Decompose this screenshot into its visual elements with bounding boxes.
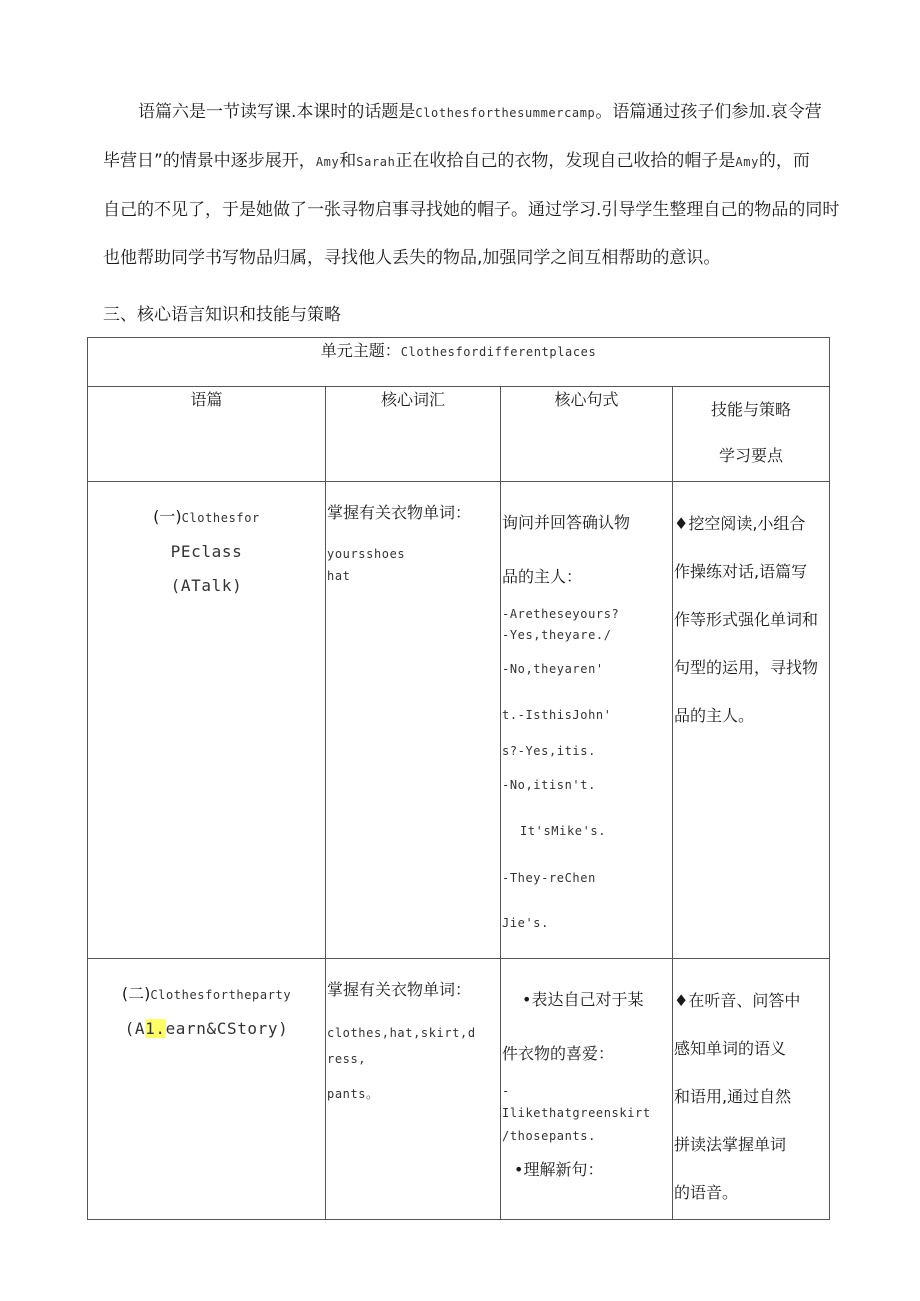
lesson-title: PEclass (170, 542, 243, 561)
sentence-item: -Aretheseyours? (502, 607, 620, 621)
lesson-title-cell (88, 959, 326, 1220)
intro-text: 语篇六是一节读写课.本课时的话题是 (138, 102, 416, 122)
header-text: 语篇 (88, 387, 326, 482)
core-language-table (87, 337, 830, 1220)
header-skills-line2: 学习要点 (719, 446, 784, 465)
intro-paragraph (103, 88, 840, 282)
table-row (88, 482, 830, 959)
sentence-item: -They-reChen (502, 871, 596, 885)
skill-line: 拼读法掌握单词 (674, 1135, 787, 1154)
intro-text: 正在收拾自己的衣物，发现自己收拾的帽子是 (395, 151, 736, 171)
sentence-item: /thosepants. (502, 1129, 596, 1143)
unit-theme-value: Clothesfordifferentplaces (400, 345, 597, 359)
lesson-number: (一) (153, 507, 182, 526)
unit-theme-cell (88, 338, 830, 387)
skill-line: 作操练对话,语篇写 (674, 562, 808, 581)
intro-line-2 (103, 137, 833, 186)
lesson-part: (A (124, 1019, 146, 1038)
skill-line: 和语用,通过自然 (674, 1087, 792, 1106)
vocab-cell (326, 482, 501, 959)
vocab-intro: 掌握有关衣物单词： (327, 503, 472, 522)
skill-cell (673, 482, 830, 959)
sentence-intro: 品的主人： (502, 567, 583, 586)
intro-text: 的，而 (758, 151, 810, 171)
lesson-number: (二) (121, 984, 151, 1003)
unit-theme-label: 单元主题： (320, 341, 401, 360)
lesson-title-line (88, 977, 325, 1012)
intro-name-amy: Amy (315, 155, 340, 169)
lesson-part: (ATalk) (170, 576, 243, 595)
lesson-part-line (88, 1012, 325, 1046)
intro-text: 。语篇通过孩子们参加.哀令营 (595, 102, 822, 122)
lesson-title-line (88, 500, 325, 535)
vocab-item: hat (327, 569, 351, 583)
sentence-item: s?-Yes,itis. (502, 744, 596, 758)
skill-cell (673, 959, 830, 1220)
lesson-part: earn&CStory) (165, 1019, 289, 1038)
intro-name-amy: Amy (735, 155, 759, 169)
highlighted-text: 1. (145, 1019, 166, 1038)
sentence-cell (501, 482, 673, 959)
header-vocab: 核心词汇 (326, 387, 501, 482)
skill-line: 作等形式强化单词和 (674, 610, 819, 629)
sentence-intro: •表达自己对于某 (522, 990, 644, 1009)
unit-theme-row (88, 338, 830, 387)
skill-line: ♦在听音、问答中 (674, 991, 801, 1010)
intro-name-sarah: Sarah (356, 155, 396, 169)
sentence-item: -Yes,theyare./ (502, 628, 612, 642)
header-skills (673, 387, 830, 482)
sentence-intro: 件衣物的喜爱： (502, 1044, 615, 1063)
sentence-cell (501, 959, 673, 1220)
vocab-cell (326, 959, 501, 1220)
sentence-item: -No,theyaren' (502, 662, 604, 676)
sentence-item: -No,itisn't. (502, 778, 596, 792)
vocab-intro: 掌握有关衣物单词： (327, 980, 472, 999)
sentence-item: t.-IsthisJohn' (502, 708, 612, 722)
lesson-title: Clothesfortheparty (150, 988, 292, 1002)
sentence-intro: •理解新句： (514, 1160, 604, 1179)
intro-text: 毕营日”的情景中逐步展开， (103, 151, 316, 171)
header-skills-line1: 技能与策略 (711, 400, 792, 419)
lesson-title-cell (88, 482, 326, 959)
vocab-item: pants。 (327, 1087, 379, 1101)
intro-text: 和 (339, 151, 357, 171)
sentence-item: It'sMike's. (520, 824, 607, 838)
vocab-item: yoursshoes (327, 547, 406, 561)
sentence-intro: 询问并回答确认物 (502, 513, 631, 532)
sentence-item: Ilikethatgreenskirt (502, 1106, 651, 1120)
sentence-item: - (502, 1084, 510, 1098)
lesson-title: Clothesfor (181, 511, 260, 525)
skill-line: ♦挖空阅读,小组合 (674, 514, 806, 533)
vocab-item: clothes,hat,skirt,d (327, 1026, 476, 1040)
header-row (88, 387, 830, 482)
skill-line: 句型的运用，寻找物 (674, 658, 819, 677)
intro-line-3: 自己的不见了，于是她做了一张寻物启事寻找她的帽子。通过学习.引导学生整理自己的物品的同时 (103, 200, 840, 220)
skill-line: 品的主人。 (674, 706, 755, 725)
skill-line: 的语音。 (674, 1183, 739, 1202)
sentence-item: Jie's. (502, 916, 549, 930)
section-title: 三、核心语言知识和技能与策略 (103, 305, 341, 325)
intro-line-1 (103, 88, 833, 137)
intro-line-4: 也他帮助同学书写物品归属，寻找他人丢失的物品,加强同学之间互相帮助的意识。 (103, 248, 721, 268)
table-row (88, 959, 830, 1220)
intro-topic: Clothesforthesummercamp (415, 106, 596, 120)
skill-line: 感知单词的语义 (674, 1039, 787, 1058)
header-sentence: 核心句式 (501, 387, 673, 482)
vocab-item: ress, (327, 1052, 367, 1066)
